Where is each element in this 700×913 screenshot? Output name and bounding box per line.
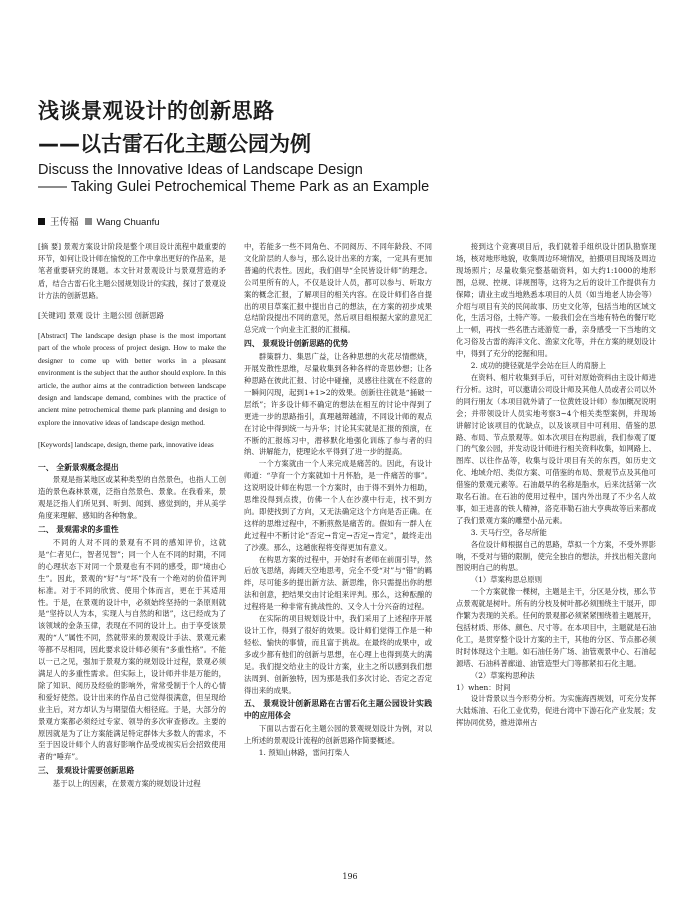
title-zh-subtitle: ——以古雷石化主题公园为例 xyxy=(38,132,311,156)
abstract-en: [Abstract] The landscape design phase is the most important part of the whole process of project design. How to make the designer to come up with better works in a pleasant environment is the subject that the author should explore. In this article, the author aims at the contradiction between landscape design and landscape demand, combines with the practice of ancient mine petrochemical theme park planning and design to explore the innovative ideas of landscape design method. xyxy=(38,330,226,427)
subsection-heading: 1. 预知山林路，雷问打柴人 xyxy=(258,748,350,758)
section-heading: 五、 景观设计创新思路在古雷石化主题公园设计实践中的应用体会 xyxy=(244,699,432,721)
paragraph: 接到这个竞赛项目后，我们就着手组织设计团队勘察现场，核对地形地貌，收集周边环境情况，拍摄项目现场及周边现场照片；尽量收集完整基础资料，如大约1:1000的地形图，总规、控规、详规图等，这将为之后的设计工作提供有力保障；请业主或当地熟悉本项目的人员（如当地老人协会等）介绍与项目有关的民间故事、历史文化等，包括当地的区域文化，生活习俗，土特产等。一般我们会在当地有特色的餐厅吃上一顿，再找一些名胜古迹游览一番，亲身感受一下当地的文化习俗及古雷的海洋文化、渔家文化等，并在方案的规划设计中，得到了充分的挖掘和用。 xyxy=(456,242,656,359)
abstract-zh: [摘 要] 景观方案设计阶段是整个项目设计流程中最重要的环节，如何让设计师在愉悦的工作中拿出更好的作品来，是笔者重要研究的课题。本文针对景观设计与景观营造的矛盾，结合古雷石化主题公园规划设计的实践，探讨了景观设计方法的创新思路。 xyxy=(38,242,226,300)
section-heading: 三、 景观设计需要创新思路 xyxy=(38,766,135,776)
title-en-line2: —— Taking Gulei Petrochemical Theme Park as an Example xyxy=(38,179,430,195)
section-heading: 四、 景观设计创新思路的优势 xyxy=(244,339,349,349)
subsection-heading: 2. 成功的捷径就是学会站在巨人的肩膀上 xyxy=(470,361,606,371)
page-number: 196 xyxy=(342,872,358,881)
section-heading: 二、 景观需求的多重性 xyxy=(38,525,119,535)
author-en: Wang Chuanfu xyxy=(96,217,160,228)
paragraph: 中，若能多一些不同角色、不同阅历、不同年龄段、不同文化阶层的人参与，那么设计出来的方案，一定具有更加普遍的代表性。因此，我们倡导“全民皆设计师”的理念。公司里所有的人，不仅是设计人员，都可以参与、听取方案的概念汇报，了解项目的相关内容。在设计师们各自提出的项目草案汇报中提出自己的想法，在方案的初步成果总结阶段提出不同的意见，然后项目组根据大家的意见汇总完成一个向业主汇报的汇报稿。 xyxy=(244,242,432,335)
column-1 xyxy=(38,241,226,790)
subsection-heading: （1）草案构思总原则 xyxy=(470,575,543,585)
paragraph: 基于以上的因素，在景观方案的规划设计过程 xyxy=(52,779,201,789)
paragraph: 一个方案就由一个人来完成是痛苦的。因此，有设计师道：“孕育一个方案就如十月怀胎，是一件痛苦的事”。这说明设计师在构思一个方案时，由于得不到外力相助，思维没得到点拨，仿佛一个人在沙漠中行走，找不到方向。即使找到了方向，又无法确定这个方向是否正确。在这样的思维过程中，不断煎熬是痛苦的。假如有一群人在此过程中不断讨论“否定→肯定→否定→肯定”，最终走出了沙漠。那么，这趟旅程将变得更加有意义。 xyxy=(244,459,432,552)
title-zh-main: 浅谈景观设计的创新思路 xyxy=(38,99,275,123)
paragraph: 不同的人对不同的景观有不同的感知评价，这就是“仁者见仁，智者见智”；同一个人在不同的时期，不同的心理状态下对同一个景观也有不同的感受，即“境由心生”。因此，景观的“好”与“坏”没有一个绝对的价值评判标准。对于不同的欣赏、使用个体而言，更在于其适用性。于是，在景观的设计中，必须始终坚持的一条原则就是“坚持以人为本，实现人与自然的和谐”，这已经成为了该领域的金条玉律，表现在不同的设计上。由于享受该景观的“人”属性不同，然就带来的景观设计手法、景观元素等都不尽相同，因此要求设计师必须有“多重性格”。不能以一己之见，强加于景观方案的规划设计过程，景观必须满足人的多重性需求。但实际上，设计师并非是万能的，除了知识、阅历及经验的影响外，常常受制于个人的心情和爱好使然。设计出来的作品自己觉得很满意，但呈现给业主后，对方却认为与期望值大相径庭。于是，大部分的景观方案都必须经过专家、领导的多次审查修改。主要的原因就是为了让方案能满足特定群体大多数人的需求，不至于因设计师个人的喜好影响作品受成视实后会招致使用者的“唾弃”。 xyxy=(38,538,226,762)
paragraph: 景观是指某地区或某种类型的自然景色，也指人工创造的景色森林景观，泛指自然景色、景象。在我看来，景观是泛指人们所见到、听到、闻到、感觉到的，并从美学角度来理解、感知的各种物象。 xyxy=(38,475,226,521)
paragraph: 设计背景以当今形势分析。为实施海西规划，可充分发挥大陆炼油、石化工业优势，促进台湾中下游石化产业发展；发挥协同优势，推进漳州古 xyxy=(456,694,656,728)
column-2 xyxy=(244,241,432,759)
title-en-line1: Discuss the Innovative Ideas of Landscape Design xyxy=(38,162,363,178)
paragraph: 在构思方案的过程中，开始时有老师在前面引导，然后放飞思绪，海阔天空地思考，完全不受“对”与“错”的羁绊，尽可能多的提出新方法、新思维，你只需提出你的想法和创意，把结果交由讨论组来评判。那么，这种酝酿的过程将是一种非常有挑战性的、又令人十分兴奋的过程。 xyxy=(244,554,432,612)
title-en xyxy=(38,162,429,196)
paragraph: 一个方案就像一棵树，主题是主干，分区是分枝，那么节点景观就是树叶。所有的分枝及树叶都必须围绕主干展开，即作繁为表现的关系。任何的景观都必须紧紧围绕着主题展开，包括材质、形体、颜色、尺寸等。在本项目中，主题就是石油化工，是贯穿整个设计方案的主干，其他的分区、节点都必须时时体现这个主题。如石油任务广场、油管观景中心、石油起源塔、石油科普廊道、油管造型大门等都紧扣石化主题。 xyxy=(456,587,656,668)
section-heading: 一、 全新景观概念提出 xyxy=(38,462,119,472)
author-square-icon xyxy=(38,218,45,225)
column-3 xyxy=(456,241,656,729)
paragraph: 在资料、相片收集到手后，可针对原始资料由主设计师进行分析。这时，可以邀请公司设计师及其他人员或者公司以外的同行朋友（本项目就外请了一位黄姓设计师）参加概况说明会；并带领设计人员实地考察3~4个相关类型案例，并现场讲解讨论该项目的优缺点，以及该项目中可利用、借鉴的思路、布局、节点景观等。如本次项目在构思前，我们参观了厦门的气象公园，并发动设计师进行相关资料收集，如网路上、图库、以往作品等，收集与设计项目有关的东西，如历史文化、地域介绍、类似方案、可借鉴的布局、景观节点及其他可借鉴的景观元素等。石油最早的名称是脂水，后来沈括第一次取名石油。在石油的使用过程中，国内外出现了不少名人故事，如王进喜的铁人精神，洛克菲勒石油大亨典故等后来都成了我们景观方案的雕塑小品元素。 xyxy=(456,372,656,525)
paragraph: 下面以古雷石化主题公园的景观规划设计为例，对以上所述的景观设计流程的创新思路作简要概述。 xyxy=(244,724,432,746)
keywords-en: [Keywords] landscape, design, theme park, innovative ideas xyxy=(38,440,214,450)
keywords-zh: [关键词] 景观 设计 主题公园 创新思路 xyxy=(38,311,165,321)
author-line xyxy=(38,214,160,228)
paragraph: 群策群力、集思广益，让各种思想的火花尽情燃烧，开展发散性思维，尽量收集到各种各样的奇思妙想；让各种思路在彼此汇报、讨论中碰撞，灵感往往就在不经意的一瞬间闪现，起到1+1>2的效果。创新往往就是“捅破一层纸”；许多设计师不确定的想法在相互的讨论中得到了更进一步的思路指引，真理越辩越清，不同设计师的观点在讨论中得到统一与升华；讨论其实就是汇报的预演，在不断的汇报练习中，潜移默化地强化训练了参与者的归纳、讲解能力，使理论水平得到了进一步的提高。 xyxy=(244,352,432,457)
author-zh: 王传福 xyxy=(50,217,79,228)
subsection-heading: （2）草案构思种法 xyxy=(470,670,535,680)
subsection-heading: 3. 天马行空，各尽所能 xyxy=(470,527,547,537)
paragraph: 在实际的项目规划设计中，我们采用了上述程序开展设计工作，得到了很好的效果。设计师们觉得工作是一种轻松、愉快的事情，而且富于挑战。在最终的成果中，或多或少都有他们的创新与思想，在心理上也得到莫大的满足。我们提交给业主的设计方案，业主之所以感到我们想法周到、创新独特，因为那是我们多次讨论、否定之否定得出来的成果。 xyxy=(244,614,432,695)
paragraph: 1）when：时间 xyxy=(456,682,511,692)
author-square-icon-gray xyxy=(85,218,92,225)
paragraph: 各位设计师根据自己的思路，草拟一个方案，不受外界影响，不受对与错的限制，使完全独自的想法，并找出相关意向图说明自己的构思。 xyxy=(456,539,656,573)
